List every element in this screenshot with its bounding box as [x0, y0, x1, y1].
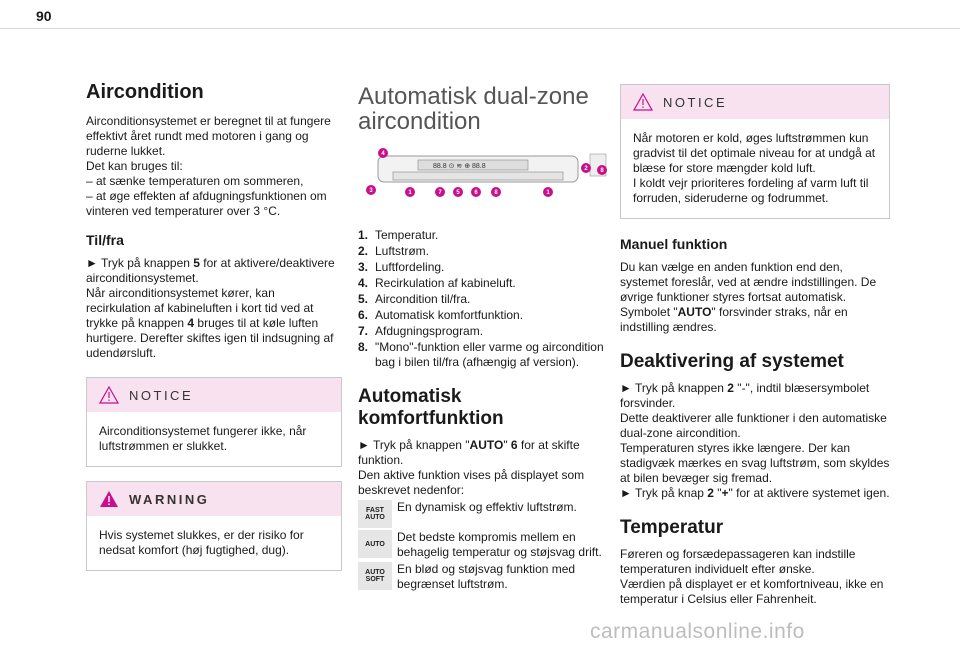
notice-text-right: Når motoren er kold, øges luftstrømmen kun gradvist til det optimale niveau for at undgå at blæse for store mængder kold luft. I koldt vejr prioriteres fordeling af varm luft til forruden, sideruderne og fodrummet. [633, 131, 876, 205]
mode-auto-soft-text: En blød og støjsvag funktion med begrænset luftstrøm. [397, 562, 576, 591]
top-divider [0, 28, 960, 29]
svg-text:8: 8 [600, 168, 604, 174]
mode-auto [358, 530, 610, 560]
svg-text:88.8 ⊙ ≋ ⊕ 88.8: 88.8 ⊙ ≋ ⊕ 88.8 [433, 163, 486, 170]
legend-number: 7. [358, 324, 369, 338]
legend-item [358, 260, 610, 275]
notice-box-right [620, 84, 890, 219]
legend-text: "Mono"-funktion eller varme og aircondition bag i bilen til/fra (afhængig af version). [375, 340, 604, 369]
svg-text:4: 4 [381, 151, 385, 157]
deact-paragraph-2: Dette deaktiverer alle funktioner i den automatiske dual-zone aircondition. [620, 411, 887, 440]
legend-text: Luftstrøm. [375, 244, 430, 258]
intro-line-1: Airconditionsystemet er beregnet til at fungere effektivt året rundt med motoren i gang og ruderne lukket. [86, 114, 331, 158]
warning-header [87, 482, 341, 516]
notice-label-right: NOTICE [663, 94, 728, 110]
warning-label: WARNING [129, 491, 210, 507]
intro-line-4: – at øge effekten af afdugningsfunktionen om vinteren ved temperaturer over 3 °C. [86, 189, 327, 218]
mode-auto-text: Det bedste kompromis mellem en behagelig temperatur og støjsvag drift. [397, 530, 602, 559]
notice-header [87, 378, 341, 412]
legend-number: 2. [358, 244, 369, 258]
warning-text: Hvis systemet slukkes, er der risiko for nedsat komfort (høj fugtighed, dug). [99, 528, 304, 557]
notice-triangle-icon [633, 93, 653, 111]
warning-triangle-icon [99, 490, 119, 508]
legend-text: Aircondition til/fra. [375, 292, 471, 306]
subsection-title-onoff: Til/fra [86, 232, 124, 248]
notice-text: Airconditionsystemet fungerer ikke, når luftstrømmen er slukket. [99, 424, 307, 453]
legend-item [358, 324, 610, 339]
legend-number: 5. [358, 292, 369, 306]
svg-text:2: 2 [584, 166, 588, 172]
deact-paragraph-1: ► Tryk på knappen 2 "-", indtil blæsersymbolet forsvinder. [620, 381, 870, 410]
legend-number: 3. [358, 260, 369, 274]
legend-item [358, 244, 610, 259]
intro-line-3: – at sænke temperaturen om sommeren, [86, 174, 304, 188]
svg-text:7: 7 [438, 190, 442, 196]
notice-box [86, 377, 342, 467]
mode-auto-soft [358, 562, 610, 592]
climate-panel-diagram [358, 148, 608, 208]
svg-text:5: 5 [456, 190, 460, 196]
mode-fast-auto-text: En dynamisk og effektiv luftstrøm. [397, 500, 577, 514]
section-title-aircondition: Aircondition [86, 81, 204, 103]
column-aircondition [86, 80, 342, 571]
legend-text: Recirkulation af kabineluft. [375, 276, 516, 290]
column-right [620, 84, 890, 607]
legend-number: 4. [358, 276, 369, 290]
svg-text:3: 3 [369, 188, 373, 194]
temp-paragraph-2: Værdien på displayet er et komfortniveau, ikke en temperatur i Celsius eller Fahrenheit. [620, 577, 884, 606]
temp-paragraph-1: Føreren og forsædepassageren kan indstille temperaturen individuelt efter ønske. [620, 547, 856, 576]
legend-item [358, 276, 610, 291]
onoff-paragraph-2: Når airconditionsystemet kører, kan recirkulation af kabineluften i kort tid ved at trykke på knappen 4 bruges til at køle luften hurtigere. Derefter skiftes igen til indsugning af udendørsluft. [86, 286, 334, 360]
page-number: 90 [36, 8, 52, 24]
fast-auto-icon: FAST AUTO [358, 500, 392, 528]
manual-paragraph-1: Du kan vælge en anden funktion end den, systemet foreslår, ved at ændre indstillingen. De øvrige funktioner styres fortsat automatisk. [620, 260, 877, 304]
intro-line-2: Det kan bruges til: [86, 159, 183, 173]
subsection-title-manual: Manuel funktion [620, 236, 728, 252]
mode-fast-auto [358, 500, 610, 528]
deact-paragraph-4: ► Tryk på knap 2 "+" for at aktivere systemet igen. [620, 486, 890, 500]
warning-box [86, 481, 342, 571]
legend-text: Automatisk komfortfunktion. [375, 308, 524, 322]
section-title-dual-zone: Automatisk dual-zone aircondition [358, 83, 589, 135]
auto-paragraph-1: ► Tryk på knappen "AUTO" 6 for at skifte funktion. [358, 438, 580, 467]
legend-text: Temperatur. [375, 228, 439, 242]
legend-list [358, 228, 610, 370]
auto-paragraph-2: Den aktive funktion vises på displayet som beskrevet nedenfor: [358, 468, 585, 497]
legend-number: 6. [358, 308, 369, 322]
svg-text:1: 1 [546, 190, 550, 196]
legend-item [358, 228, 610, 243]
manual-paragraph-2: Symbolet "AUTO" forsvinder straks, når en indstilling ændres. [620, 305, 848, 334]
auto-soft-icon: AUTO SOFT [358, 562, 392, 590]
notice-triangle-icon [99, 386, 119, 404]
legend-text: Luftfordeling. [375, 260, 445, 274]
legend-item [358, 340, 610, 370]
column-dual-zone [358, 84, 610, 592]
svg-text:8: 8 [494, 190, 498, 196]
watermark: carmanualsonline.info [590, 620, 805, 643]
legend-number: 1. [358, 228, 369, 242]
section-title-temperature: Temperatur [620, 517, 724, 538]
legend-text: Afdugningsprogram. [375, 324, 484, 338]
legend-item [358, 308, 610, 323]
auto-icon: AUTO [358, 530, 392, 558]
notice-header-right [621, 85, 889, 119]
svg-text:1: 1 [408, 190, 412, 196]
svg-text:6: 6 [474, 190, 478, 196]
deact-paragraph-3: Temperaturen styres ikke længere. Der kan stadigvæk mærkes en svag luftstrøm, som skyldes at bilen bevæger sig fremad. [620, 441, 890, 485]
legend-item [358, 292, 610, 307]
section-title-deactivation: Deaktivering af systemet [620, 351, 844, 372]
section-title-auto-comfort: Automatisk komfortfunktion [358, 386, 504, 429]
legend-number: 8. [358, 340, 369, 354]
onoff-paragraph-1: ► Tryk på knappen 5 for at aktivere/deaktivere airconditionsystemet. [86, 256, 335, 285]
notice-label: NOTICE [129, 387, 194, 403]
